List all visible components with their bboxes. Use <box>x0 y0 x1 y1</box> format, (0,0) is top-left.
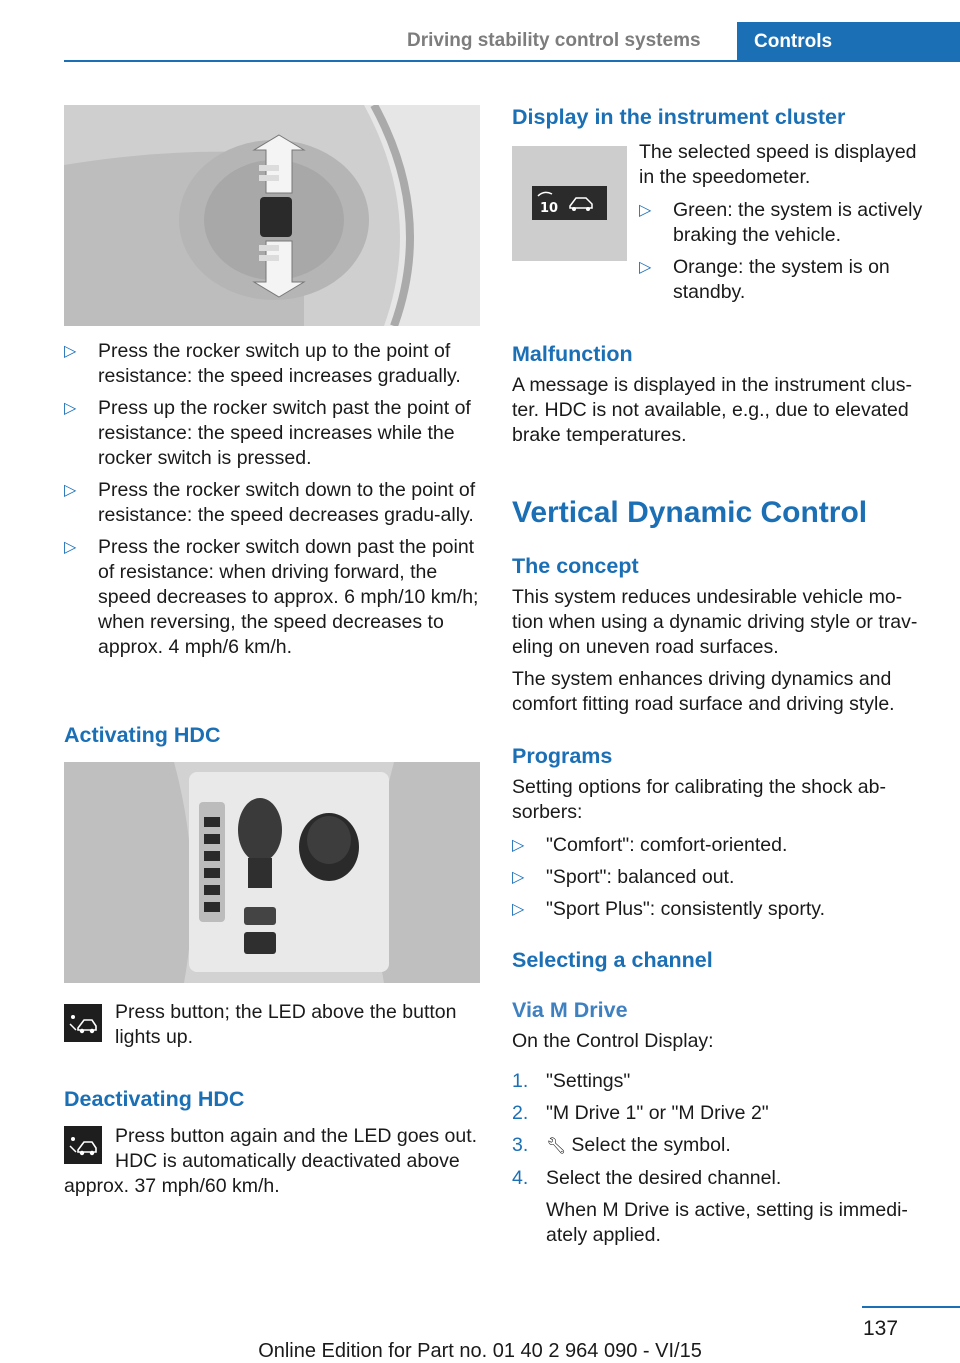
list-item: 3. 🔧︎ Select the symbol. <box>512 1133 932 1159</box>
triangle-bullet-icon: ▷ <box>64 539 77 556</box>
malfunction-heading: Malfunction <box>512 342 633 366</box>
page-number: 137 <box>863 1317 899 1340</box>
header-section-title: Driving stability control systems <box>407 30 701 51</box>
triangle-bullet-icon: ▷ <box>512 837 525 854</box>
list-item: ▷ "Sport": balanced out. <box>512 866 735 888</box>
activating-hdc-heading: Activating HDC <box>64 723 221 747</box>
edition-footer: Online Edition for Part no. 01 40 2 964 090 - VI/15 <box>258 1340 702 1362</box>
activating-hdc-body: Press button; the LED above the button lights up. <box>64 1000 480 1050</box>
list-item: 4. Select the desired channel. When M Drive is active, setting is immedi-ately applied. <box>512 1167 908 1246</box>
display-heading: Display in the instrument cluster <box>512 105 846 129</box>
list-item: ▷ "Comfort": comfort-oriented. <box>512 834 788 856</box>
list-item: ▷ "Sport Plus": consistently sporty. <box>512 898 826 920</box>
vdc-heading: Vertical Dynamic Control <box>512 496 868 529</box>
display-body: The selected speed is displayed in the speedometer. ▷ Green: the system is actively braking the vehicle. ▷ Orange: the system is on standby. <box>639 140 934 312</box>
triangle-bullet-icon: ▷ <box>64 482 77 499</box>
rocker-switch-illustration <box>64 105 480 326</box>
list-item: ▷ Orange: the system is on standby. <box>639 256 890 303</box>
center-console-illustration <box>64 762 480 983</box>
header-chapter-tab: Controls <box>737 22 960 62</box>
list-item: ▷ Press the rocker switch down past the point of resistance: when driving forward, the speed decreases to approx. 6 mph/10 km/h; when reversing, the speed decreases to approx. 4 mph/6 km/h. <box>64 536 479 658</box>
malfunction-text: A message is displayed in the instrument clus-ter. HDC is not available, e.g., due to elevated brake temperatures. <box>512 374 912 446</box>
display-speed-number: 10 <box>540 201 559 216</box>
rocker-instructions <box>64 339 480 667</box>
triangle-bullet-icon: ▷ <box>64 343 77 360</box>
list-item: ▷ Press up the rocker switch past the point of resistance: the speed increases while the rocker switch is pressed. <box>64 397 471 469</box>
hdc-button-icon <box>64 1126 102 1164</box>
list-item: ▷ Green: the system is actively braking the vehicle. <box>639 199 923 246</box>
header-rule <box>64 60 737 62</box>
list-item: 2. "M Drive 1" or "M Drive 2" <box>512 1102 769 1124</box>
deactivating-hdc-heading: Deactivating HDC <box>64 1087 245 1111</box>
footer-rule <box>862 1306 960 1308</box>
triangle-bullet-icon: ▷ <box>512 869 525 886</box>
triangle-bullet-icon: ▷ <box>512 901 525 918</box>
programs-body: Setting options for calibrating the shock ab-sorbers: ▷ "Comfort": comfort-oriented. ▷ "Sport": balanced out. ▷ "Sport Plus": consistently sporty. <box>512 775 932 929</box>
wrench-icon: 🔧︎ <box>546 1138 567 1155</box>
list-item: ▷ Press the rocker switch up to the point of resistance: the speed increases gradually. <box>64 340 461 387</box>
hdc-button-icon <box>64 1004 102 1042</box>
concept-body: This system reduces undesirable vehicle mo-tion when using a dynamic driving style or trav-eling on uneven road surfaces. The system enhances driving dynamics and comfort fitting road surface and driving style. <box>512 586 918 715</box>
triangle-bullet-icon: ▷ <box>64 400 77 417</box>
programs-heading: Programs <box>512 744 613 768</box>
selecting-channel-heading: Selecting a channel <box>512 948 713 972</box>
triangle-bullet-icon: ▷ <box>639 259 652 276</box>
concept-heading: The concept <box>512 554 639 578</box>
triangle-bullet-icon: ▷ <box>639 202 652 219</box>
mdrive-body: On the Control Display: 1. "Settings" 2. "M Drive 1" or "M Drive 2" 3. 🔧︎ Select the symbol. 4. Select the desired channel. When M Drive is active, setting is immedi-ately applied. <box>512 1029 932 1255</box>
via-mdrive-heading: Via M Drive <box>512 998 628 1022</box>
deactivating-hdc-body: Press button again and the LED goes out. HDC is automatically deactivated above approx. 37 mph/60 km/h. <box>64 1125 478 1197</box>
list-item: ▷ Press the rocker switch down to the point of resistance: the speed decreases gradu-ally. <box>64 479 476 526</box>
instrument-cluster-display-image <box>512 146 627 261</box>
list-item: 1. "Settings" <box>512 1070 631 1092</box>
